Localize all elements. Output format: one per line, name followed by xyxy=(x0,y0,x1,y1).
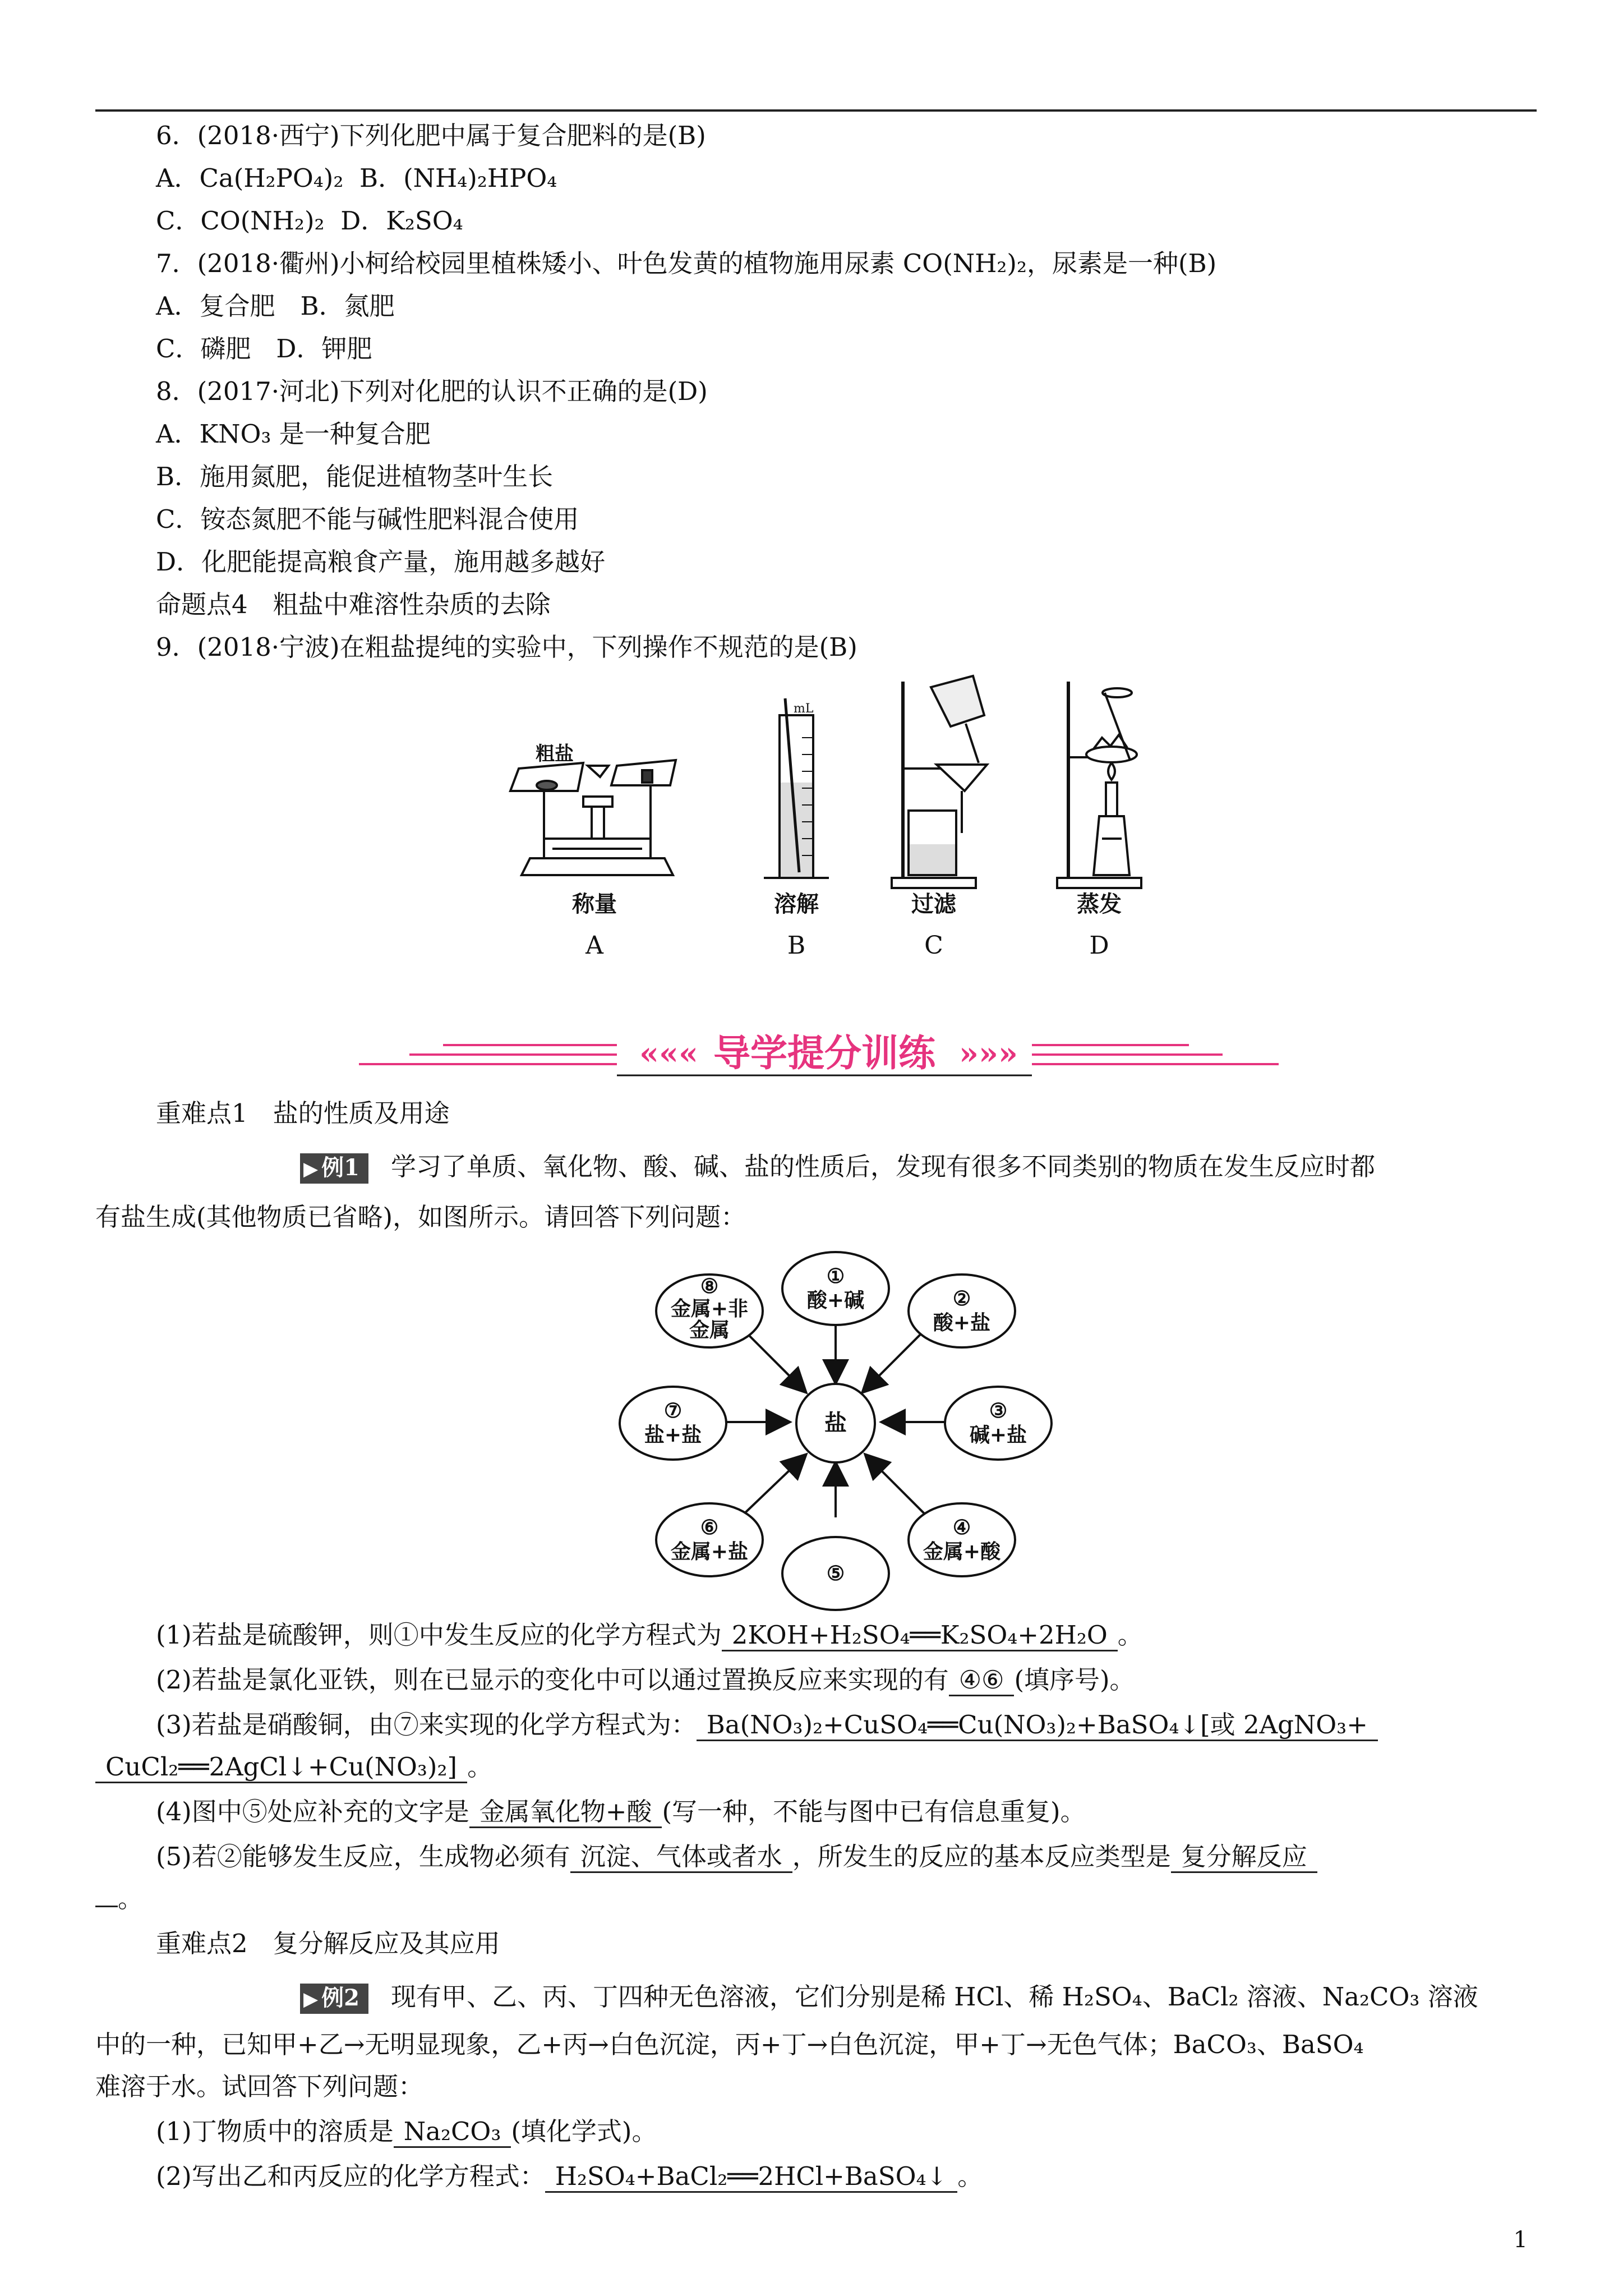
section-point-4: 命题点4 粗盐中难溶性杂质的去除 xyxy=(156,590,551,619)
ex2-q1-answer: Na₂CO₃ xyxy=(394,2117,511,2148)
svg-text:①: ① xyxy=(826,1264,845,1288)
ex1-q3-cont: CuCl₂══2AgCl↓+Cu(NO₃)₂] 。 xyxy=(95,1750,492,1784)
play-icon: ▶ xyxy=(303,1158,319,1180)
svg-text:④: ④ xyxy=(952,1516,971,1539)
svg-text:金属+酸: 金属+酸 xyxy=(923,1540,1001,1563)
section-key-point-2: 重难点2 复分解反应及其应用 xyxy=(156,1929,500,1958)
ex1-q2-answer: ④⑥ xyxy=(949,1665,1015,1696)
ex1-q4-answer: 金属氧化物+酸 xyxy=(469,1797,662,1828)
svg-text:⑤: ⑤ xyxy=(826,1562,845,1585)
svg-text:金属: 金属 xyxy=(689,1318,730,1342)
caption-filtering: 过滤 xyxy=(911,891,956,917)
caption-dissolving: 溶解 xyxy=(774,891,819,917)
option-letter-b: B xyxy=(787,931,806,960)
graduated-cylinder-icon xyxy=(764,698,829,878)
ml-label: mL xyxy=(794,702,814,716)
svg-text:碱+盐: 碱+盐 xyxy=(969,1423,1027,1447)
option-letter-c: C xyxy=(924,931,943,960)
q6-option-d: D．K₂SO₄ xyxy=(340,206,463,236)
svg-text:金属+盐: 金属+盐 xyxy=(670,1540,749,1563)
ex1-q2: (2)若盐是氯化亚铁，则在已显示的变化中可以通过置换反应来实现的有 ④⑥ (填序号)。 xyxy=(156,1663,1135,1697)
example-2-line1: ▶ 例2 现有甲、乙、丙、丁四种无色溶液，它们分别是稀 HCl、稀 H₂SO₄、BaCl₂ 溶液、Na₂CO₃ 溶液 xyxy=(300,1980,1478,2014)
example-1-line2: 有盐生成(其他物质已省略)，如图所示。请回答下列问题： xyxy=(95,1202,746,1232)
ex1-q5-answer-b: 复分解反应 xyxy=(1171,1842,1317,1873)
ex1-q3: (3)若盐是硝酸铜，由⑦来实现的化学方程式为： Ba(NO₃)₂+CuSO₄══Cu(NO₃)₂+BaSO₄↓[或 2AgNO₃+ xyxy=(156,1708,1378,1742)
banner-right-marks: »»» xyxy=(959,1035,1018,1072)
example-1-line1: ▶ 例1 学习了单质、氧化物、酸、碱、盐的性质后，发现有很多不同类别的物质在发生反应时都 xyxy=(300,1150,1375,1184)
svg-text:酸+碱: 酸+碱 xyxy=(806,1289,865,1312)
balance-icon xyxy=(510,760,676,875)
q6-option-b: B．(NH₄)₂HPO₄ xyxy=(359,163,557,193)
q6-options-ab xyxy=(156,162,557,195)
q6-option-c: C．CO(NH₂)₂ xyxy=(156,206,325,236)
salt-formation-diagram xyxy=(617,1248,1054,1618)
ex1-q5: (5)若②能够发生反应，生成物必须有 沉淀、气体或者水 ，所发生的反应的基本反应类型是 复分解反应 xyxy=(156,1840,1317,1874)
q6-options-cd xyxy=(156,204,463,238)
q8-option-b: B．施用氮肥，能促进植物茎叶生长 xyxy=(156,462,554,491)
caption-weighing: 称量 xyxy=(572,891,617,917)
svg-text:酸+盐: 酸+盐 xyxy=(933,1311,991,1335)
page-number: 1 xyxy=(1513,2227,1528,2253)
svg-text:⑧: ⑧ xyxy=(700,1274,719,1298)
salt-label: 粗盐 xyxy=(536,743,574,765)
q8-option-c: C．铵态氮肥不能与碱性肥料混合使用 xyxy=(156,504,579,534)
section-key-point-1: 重难点1 盐的性质及用途 xyxy=(156,1098,450,1128)
q8-option-d: D．化肥能提高粮食产量，施用越多越好 xyxy=(156,547,606,577)
ex1-q4: (4)图中⑤处应补充的文字是 金属氧化物+酸 (写一种，不能与图中已有信息重复)。 xyxy=(156,1795,1086,1829)
option-letter-a: A xyxy=(585,931,603,960)
q9-stem: 9．(2018·宁波)在粗盐提纯的实验中，下列操作不规范的是(B) xyxy=(156,632,857,662)
ex1-q5-answer-a: 沉淀、气体或者水 xyxy=(570,1842,792,1873)
center-label: 盐 xyxy=(824,1410,847,1436)
q7-options-cd: C．磷肥 D．钾肥 xyxy=(156,334,372,364)
caption-evaporating: 蒸发 xyxy=(1077,891,1122,917)
example-2-tag: ▶ 例2 xyxy=(300,1984,368,2014)
svg-text:②: ② xyxy=(952,1287,971,1310)
svg-text:⑦: ⑦ xyxy=(663,1399,683,1423)
svg-text:金属+非: 金属+非 xyxy=(670,1297,749,1320)
q8-option-a: A．KNO₃ 是一种复合肥 xyxy=(156,419,431,449)
q7-stem: 7．(2018·衢州)小柯给校园里植株矮小、叶色发黄的植物施用尿素 CO(NH₂)₂，尿素是一种(B) xyxy=(156,249,1217,278)
ex1-q1: (1)若盐是硫酸钾，则①中发生反应的化学方程式为 2KOH+H₂SO₄══K₂SO₄+2H₂O 。 xyxy=(156,1618,1143,1652)
ex2-q1: (1)丁物质中的溶质是 Na₂CO₃ (填化学式)。 xyxy=(156,2115,657,2148)
q6-option-a: A．Ca(H₂PO₄)₂ xyxy=(156,163,344,193)
evaporation-icon xyxy=(1057,682,1141,888)
example-2-line2: 中的一种，已知甲+乙→无明显现象，乙+丙→白色沉淀，丙+丁→白色沉淀，甲+丁→无色气体；BaCO₃、BaSO₄ xyxy=(95,2030,1364,2059)
option-letter-d: D xyxy=(1089,931,1109,960)
header-rule xyxy=(95,109,1537,112)
q7-options-ab: A．复合肥 B．氮肥 xyxy=(156,291,395,321)
q6-stem: 6．(2018·西宁)下列化肥中属于复合肥料的是(B) xyxy=(156,121,706,150)
svg-text:盐+盐: 盐+盐 xyxy=(644,1423,702,1447)
filtration-icon xyxy=(892,676,987,888)
banner-title: 导学提分训练 xyxy=(713,1031,935,1075)
example-1-tag: ▶ 例1 xyxy=(300,1153,368,1184)
svg-text:③: ③ xyxy=(989,1399,1008,1423)
q8-stem: 8．(2017·河北)下列对化肥的认识不正确的是(D) xyxy=(156,376,708,406)
play-icon: ▶ xyxy=(303,1988,319,2010)
svg-text:⑥: ⑥ xyxy=(700,1516,719,1539)
section-banner xyxy=(359,1024,1301,1085)
ex1-q3-answer-b: CuCl₂══2AgCl↓+Cu(NO₃)₂] xyxy=(95,1752,467,1783)
ex1-q1-answer: 2KOH+H₂SO₄══K₂SO₄+2H₂O xyxy=(722,1621,1118,1651)
ex1-q3-answer-a: Ba(NO₃)₂+CuSO₄══Cu(NO₃)₂+BaSO₄↓[或 2AgNO₃+ xyxy=(697,1710,1378,1741)
ex2-q2: (2)写出乙和丙反应的化学方程式： H₂SO₄+BaCl₂══2HCl+BaSO₄↓ 。 xyxy=(156,2160,983,2193)
lab-operations-figure xyxy=(505,670,1178,962)
ex1-q5-end: 。 xyxy=(95,1882,143,1916)
ex2-q2-answer: H₂SO₄+BaCl₂══2HCl+BaSO₄↓ xyxy=(545,2162,957,2193)
banner-left-marks: ««« xyxy=(639,1035,698,1072)
example-2-line3: 难溶于水。试回答下列问题： xyxy=(95,2072,424,2101)
